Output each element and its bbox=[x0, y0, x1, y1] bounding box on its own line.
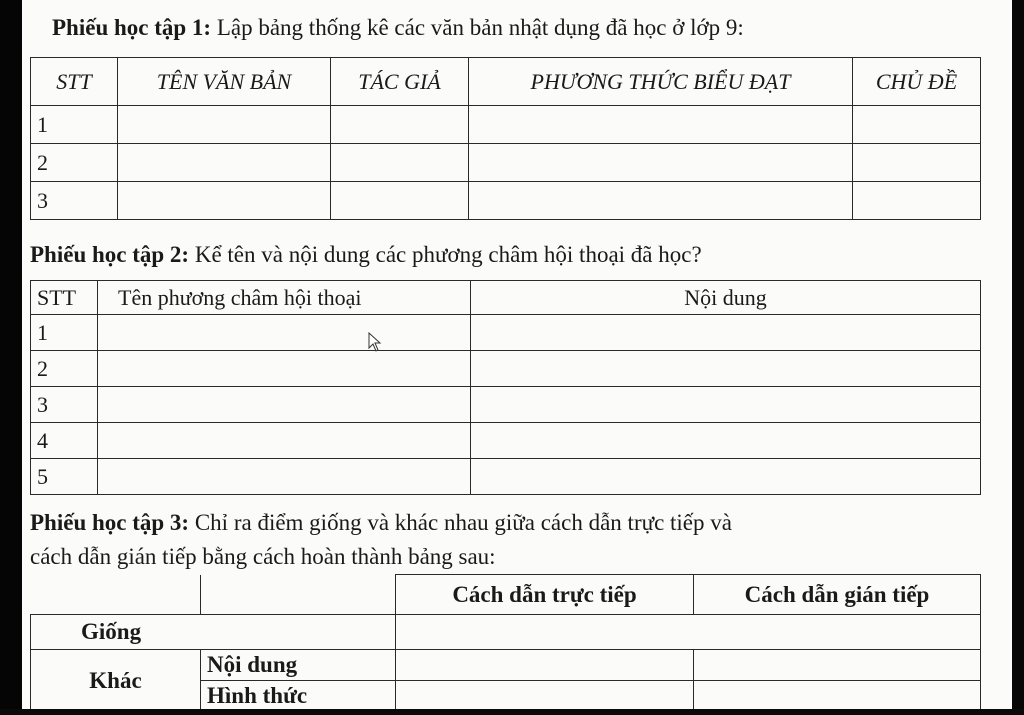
sheet1-row-number: 3 bbox=[31, 182, 118, 220]
table-row bbox=[31, 650, 981, 681]
sheet3-row-diff: Khác bbox=[31, 650, 201, 712]
sheet1-heading bbox=[52, 14, 744, 42]
sheet2-header-name: Tên phương châm hội thoại bbox=[98, 281, 471, 315]
sheet2-cell[interactable] bbox=[98, 351, 471, 387]
table-row bbox=[31, 144, 981, 182]
sheet2-row-number: 1 bbox=[31, 315, 98, 351]
sheet2-text: Kể tên và nội dung các phương châm hội thoại đã học? bbox=[189, 242, 702, 267]
sheet1-label: Phiếu học tập 1: bbox=[52, 15, 212, 40]
sheet2-table bbox=[30, 280, 981, 495]
sheet1-cell[interactable] bbox=[469, 182, 853, 220]
sheet3-cell[interactable] bbox=[396, 650, 694, 681]
sheet3-heading-line2 bbox=[30, 543, 496, 571]
sheet2-cell[interactable] bbox=[471, 315, 981, 351]
sheet2-header-content: Nội dung bbox=[471, 281, 981, 315]
sheet3-text-line2: cách dẫn gián tiếp bằng cách hoàn thành bảng sau: bbox=[30, 544, 496, 569]
sheet3-header-indirect: Cách dẫn gián tiếp bbox=[694, 575, 981, 615]
sheet3-sub-content: Nội dung bbox=[201, 650, 396, 681]
sheet1-text: Lập bảng thống kê các văn bản nhật dụng đã học ở lớp 9: bbox=[211, 15, 744, 40]
sheet1-header-stt: STT bbox=[31, 58, 118, 106]
sheet3-corner-cell bbox=[31, 575, 201, 615]
sheet3-row-same: Giống bbox=[31, 615, 396, 650]
worksheet-page bbox=[22, 0, 1012, 709]
screen-frame-right bbox=[1012, 0, 1024, 715]
sheet2-cell[interactable] bbox=[471, 351, 981, 387]
screen-frame-left bbox=[0, 0, 22, 715]
sheet3-cell[interactable] bbox=[694, 681, 981, 712]
sheet2-row-number: 2 bbox=[31, 351, 98, 387]
sheet1-cell[interactable] bbox=[853, 144, 981, 182]
sheet3-table bbox=[30, 574, 981, 712]
sheet3-cell[interactable] bbox=[396, 681, 694, 712]
sheet2-label: Phiếu học tập 2: bbox=[30, 242, 190, 267]
sheet2-row-number: 3 bbox=[31, 387, 98, 423]
sheet2-heading bbox=[30, 241, 702, 269]
sheet2-cell[interactable] bbox=[471, 423, 981, 459]
sheet1-cell[interactable] bbox=[331, 144, 469, 182]
sheet2-cell[interactable] bbox=[98, 423, 471, 459]
sheet1-table bbox=[30, 57, 981, 220]
table-row bbox=[31, 182, 981, 220]
sheet1-header-mode: PHƯƠNG THỨC BIỂU ĐẠT bbox=[469, 58, 853, 106]
sheet1-cell[interactable] bbox=[853, 106, 981, 144]
sheet1-cell[interactable] bbox=[118, 144, 331, 182]
table-row bbox=[31, 351, 981, 387]
sheet3-label: Phiếu học tập 3: bbox=[30, 510, 190, 535]
sheet1-cell[interactable] bbox=[118, 106, 331, 144]
sheet2-cell[interactable] bbox=[471, 387, 981, 423]
sheet1-cell[interactable] bbox=[469, 144, 853, 182]
sheet1-cell[interactable] bbox=[469, 106, 853, 144]
table-row bbox=[31, 423, 981, 459]
sheet3-corner-cell bbox=[201, 575, 396, 615]
sheet1-row-number: 1 bbox=[31, 106, 118, 144]
sheet2-cell[interactable] bbox=[98, 459, 471, 495]
sheet3-sub-form: Hình thức bbox=[201, 681, 396, 712]
table-row bbox=[31, 615, 981, 650]
sheet3-heading-line1 bbox=[30, 509, 732, 537]
sheet1-cell[interactable] bbox=[331, 106, 469, 144]
table-row bbox=[31, 106, 981, 144]
table-row bbox=[31, 459, 981, 495]
sheet1-header-author: TÁC GIẢ bbox=[331, 58, 469, 106]
sheet3-header-direct: Cách dẫn trực tiếp bbox=[396, 575, 694, 615]
sheet1-cell[interactable] bbox=[331, 182, 469, 220]
table-row bbox=[31, 387, 981, 423]
sheet3-cell[interactable] bbox=[396, 615, 981, 650]
sheet3-text-line1: Chỉ ra điểm giống và khác nhau giữa cách dẫn trực tiếp và bbox=[189, 510, 732, 535]
sheet2-row-number: 4 bbox=[31, 423, 98, 459]
sheet2-cell[interactable] bbox=[98, 315, 471, 351]
screen-frame-bottom bbox=[0, 709, 1024, 715]
table-row bbox=[31, 315, 981, 351]
sheet2-cell[interactable] bbox=[471, 459, 981, 495]
sheet1-header-title: TÊN VĂN BẢN bbox=[118, 58, 331, 106]
sheet1-cell[interactable] bbox=[853, 182, 981, 220]
sheet3-cell[interactable] bbox=[694, 650, 981, 681]
sheet1-header-theme: CHỦ ĐỀ bbox=[853, 58, 981, 106]
sheet1-row-number: 2 bbox=[31, 144, 118, 182]
sheet1-cell[interactable] bbox=[118, 182, 331, 220]
sheet2-header-stt: STT bbox=[31, 281, 98, 315]
sheet2-row-number: 5 bbox=[31, 459, 98, 495]
mouse-cursor-icon bbox=[368, 332, 382, 352]
sheet2-cell[interactable] bbox=[98, 387, 471, 423]
